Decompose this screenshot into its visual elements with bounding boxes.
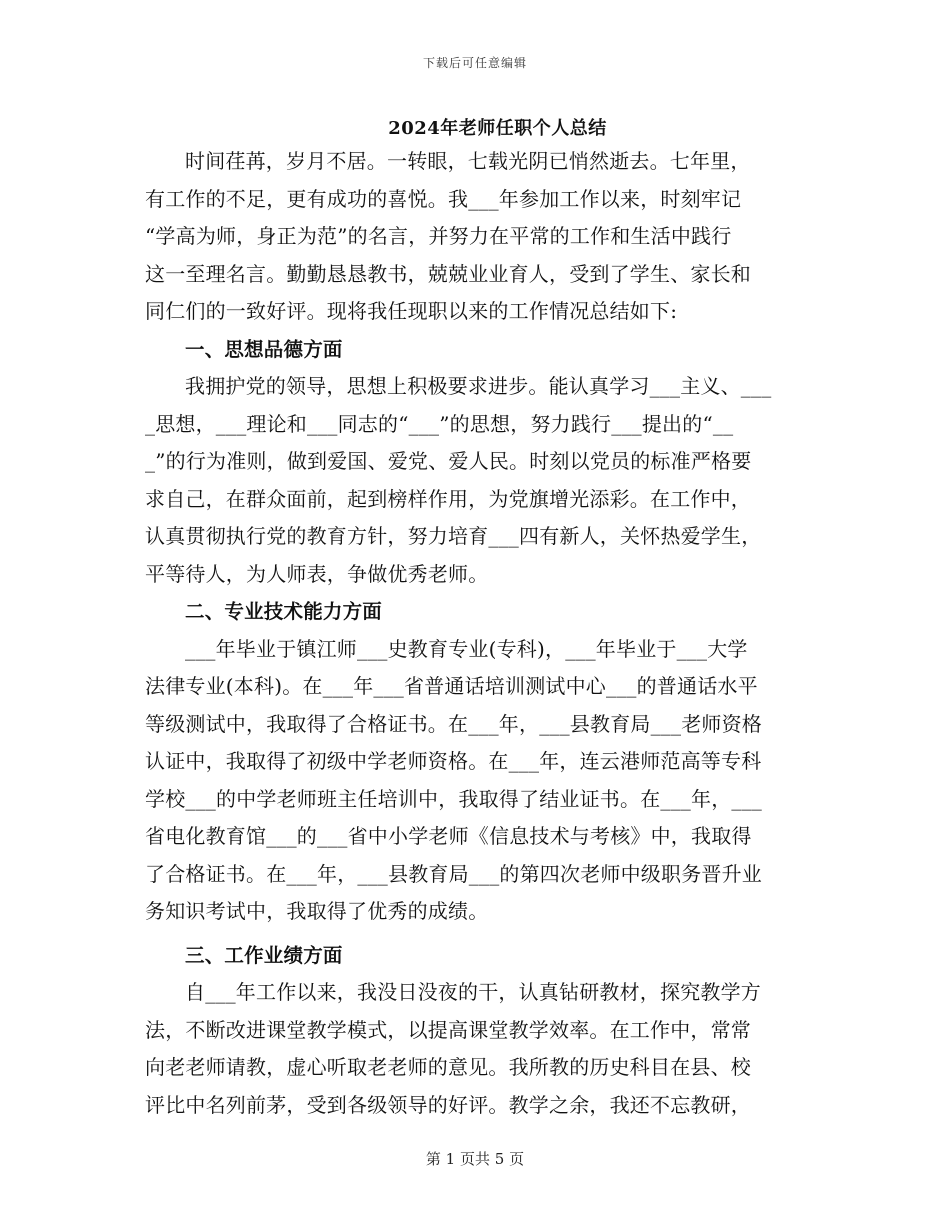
paragraph-line: 法律专业(本科)。在___年___省普通话培训测试中心___的普通话水平 [145,674,758,698]
paragraph-line: “学高为师，身正为范”的名言，并努力在平常的工作和生活中践行 [145,224,732,248]
paragraph-line: 自___年工作以来，我没日没夜的干，认真钻研教材，探究教学方 [185,980,761,1004]
section-heading-ideology: 一、思想品德方面 [185,337,343,361]
paragraph-line: 时间荏苒，岁月不居。一转眼，七载光阴已悄然逝去。七年里， [185,149,751,173]
paragraph-line: 认真贯彻执行党的教育方针，努力培育___四有新人，关怀热爱学生， [145,524,762,548]
paragraph-line: _思想，___理论和___同志的“___”的思想，努力践行___提出的“__ [145,411,734,436]
header-note: 下载后可任意编辑 [422,56,527,70]
paragraph-line: 认证中，我取得了初级中学老师资格。在___年，连云港师范高等专科 [145,749,762,773]
document-body [145,143,810,1124]
section-heading-achievements: 三、工作业绩方面 [185,943,343,967]
paragraph-line: 学校___的中学老师班主任培训中，我取得了结业证书。在___年，___ [145,786,762,811]
paragraph-line: 求自己，在群众面前，起到榜样作用，为党旗增光添彩。在工作中， [145,486,751,511]
paragraph-line: 平等待人，为人师表，争做优秀老师。 [145,561,489,586]
paragraph-line: 评比中名列前茅，受到各级领导的好评。教学之余，我还不忘教研， [145,1092,751,1117]
paragraph-line: 这一至理名言。勤勤恳恳教书，兢兢业业育人，受到了学生、家长和 [145,261,751,286]
paragraph-line: 我拥护党的领导，思想上积极要求进步。能认真学习___主义、___ [185,374,772,398]
paragraph-line: 等级测试中，我取得了合格证书。在___年，___县教育局___老师资格 [145,711,762,736]
paragraph-line: 同仁们的一致好评。现将我任现职以来的工作情况总结如下: [145,299,678,323]
paragraph-line: 务知识考试中，我取得了优秀的成绩。 [145,899,489,923]
paragraph-line: _”的行为准则，做到爱国、爱党、爱人民。时刻以党员的标准严格要 [145,449,752,473]
paragraph-line: ___年毕业于镇江师___史教育专业(专科)，___年毕业于___大学 [185,636,748,661]
paragraph-line: 法，不断改进课堂教学模式，以提高课堂教学效率。在工作中，常常 [145,1017,751,1042]
paragraph-line: 有工作的不足，更有成功的喜悦。我___年参加工作以来，时刻牢记 [145,186,742,211]
section-heading-professional: 二、专业技术能力方面 [185,600,383,623]
page-footer: 第 1 页共 5 页 [425,1150,525,1168]
paragraph-line: 向老老师请教，虚心听取老老师的意见。我所教的历史科目在县、校 [145,1055,751,1079]
document-title: 2024年老师任职个人总结 [388,118,607,139]
paragraph-line: 了合格证书。在___年，___县教育局___的第四次老师中级职务晋升业 [145,861,762,886]
paragraph-line: 省电化教育馆___的___省中小学老师《信息技术与考核》中，我取得 [145,824,752,848]
